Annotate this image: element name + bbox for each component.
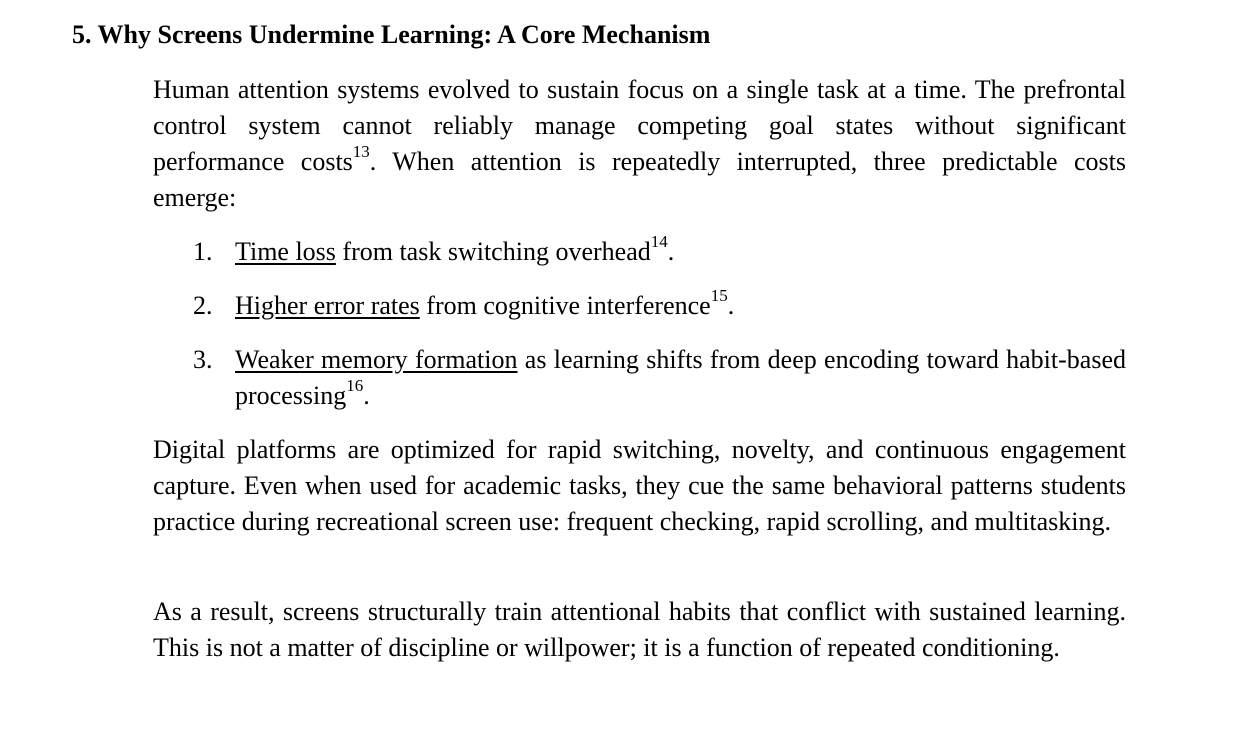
footnote-ref-14: 14 — [650, 232, 668, 252]
cost-description: from cognitive interference — [419, 291, 711, 320]
cost-period: . — [363, 381, 370, 410]
cost-description: from task switching overhead — [335, 237, 651, 266]
list-item — [153, 342, 1126, 414]
cost-term: Higher error rates — [235, 291, 420, 320]
cost-period: . — [667, 237, 675, 266]
cost-description: as learning shifts from deep encoding toward habit-based processing — [235, 345, 1126, 410]
cost-term: Weaker memory formation — [235, 345, 518, 374]
footnote-ref-16: 16 — [346, 376, 364, 396]
conclusion-paragraph: As a result, screens structurally train attentional habits that conflict with sustained learning. This is not a matter of discipline or willpower; it is a function of repeated conditioning. — [153, 597, 1126, 662]
list-item — [153, 288, 1126, 324]
list-item-number: 2. — [193, 291, 213, 320]
footnote-ref-15: 15 — [710, 286, 728, 306]
footnote-ref-13: 13 — [352, 142, 370, 162]
cost-period: . — [727, 291, 735, 320]
intro-text-continued: . When attention is repeatedly interrupted, three predictable costs emerge: — [153, 147, 1126, 212]
list-item-number: 1. — [193, 237, 213, 266]
platforms-paragraph: Digital platforms are optimized for rapid switching, novelty, and continuous engagement capture. Even when used for academic tasks, they cue the same behavioral patterns students practice during recreational screen use: frequent checking, rapid scrolling, and multitasking. — [153, 435, 1126, 536]
section-heading: 5. Why Screens Undermine Learning: A Core Mechanism — [72, 20, 711, 49]
list-item — [153, 234, 1126, 270]
intro-text: Human attention systems evolved to sustain focus on a single task at a time. The prefrontal control system cannot reliably manage competing goal states without significant performance costs — [153, 75, 1126, 176]
list-item-number: 3. — [193, 345, 213, 374]
cost-term: Time loss — [235, 237, 336, 266]
intro-paragraph — [153, 72, 1126, 216]
costs-list — [153, 234, 1126, 432]
